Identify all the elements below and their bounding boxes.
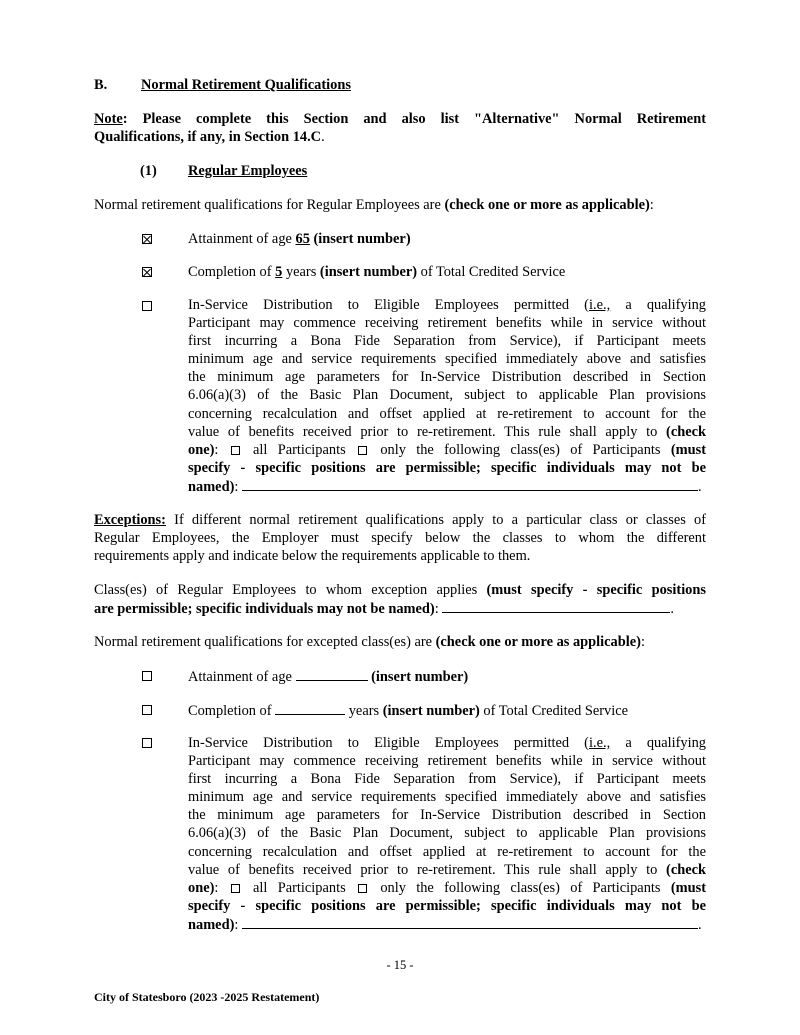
excepted-inservice-checkbox[interactable] (142, 738, 152, 748)
regular-inservice-option: In-Service Distribution to Eligible Employees permitted (i.e., a qualifying Participant may commence receiving retirement benefits while in service without first incurring a Bona Fide Separation from Service), if Participant meets minimum age and service requirements specified immediately above and satisfies the minimum age parameters for In-Service Distribution described in Section 6.06(a)(3) of the Basic Plan Document, subject to applicable Plan provisions concerning recalculation and offset applied at re-retirement to account for the value of benefits received prior to re-retirement. This rule shall apply to (check one): all Participants only the following class(es) of Participants (must specify - specific positions are permissible; specific individuals may not be named): . (188, 297, 706, 495)
regular-class-blank[interactable] (242, 477, 698, 491)
exceptions-line-2: Regular Employees, the Employer must specify below the classes to whom the different (94, 530, 706, 546)
excepted-age-blank[interactable] (296, 667, 368, 681)
regular-class-participants-checkbox[interactable] (358, 446, 367, 455)
section-title: Normal Retirement Qualifications (141, 77, 351, 93)
exceptions-label: Exceptions: (94, 512, 166, 528)
section-heading (94, 76, 351, 94)
regular-intro: Normal retirement qualifications for Regular Employees are (check one or more as applicable): (94, 197, 654, 213)
excepted-age-checkbox[interactable] (142, 671, 152, 681)
footer-plan-name: City of Statesboro (2023 -2025 Restatement) (94, 990, 320, 1004)
regular-age-option: Attainment of age 65 (insert number) (188, 231, 411, 247)
regular-age-value: 65 (295, 231, 310, 247)
regular-service-option: Completion of 5 years (insert number) of Total Credited Service (188, 264, 566, 280)
excepted-service-checkbox[interactable] (142, 705, 152, 715)
excepted-service-blank[interactable] (275, 701, 345, 715)
excepted-all-participants-checkbox[interactable] (231, 884, 240, 893)
excepted-inservice-option: In-Service Distribution to Eligible Employees permitted (i.e., a qualifying Participant may commence receiving retirement benefits while in service without first incurring a Bona Fide Separation from Service), if Participant meets minimum age and service requirements specified immediately above and satisfies the minimum age parameters for In-Service Distribution described in Section 6.06(a)(3) of the Basic Plan Document, subject to applicable Plan provisions concerning recalculation and offset applied at re-retirement to account for the value of benefits received prior to re-retirement. This rule shall apply to (check one): all Participants only the following class(es) of Participants (must specify - specific positions are permissible; specific individuals may not be named): . (188, 735, 706, 933)
regular-age-checkbox[interactable] (142, 234, 152, 244)
excepted-service-option: Completion of years (insert number) of Total Credited Service (188, 703, 629, 719)
regular-inservice-checkbox[interactable] (142, 301, 152, 311)
section-letter: B. (94, 77, 108, 93)
classes-blank[interactable] (442, 599, 670, 613)
excepted-age-option: Attainment of age (insert number) (188, 669, 469, 685)
exceptions-line-1: Exceptions: If different normal retirement qualifications apply to a particular class or classes of (94, 512, 706, 528)
note-line-2: Qualifications, if any, in Section 14.C. (94, 129, 325, 145)
subsection-heading (140, 162, 308, 180)
subsection-number: (1) (140, 163, 157, 179)
excepted-intro: Normal retirement qualifications for excepted class(es) are (check one or more as applicable): (94, 634, 645, 650)
subsection-title: Regular Employees (188, 163, 308, 179)
excepted-class-blank[interactable] (242, 915, 698, 929)
regular-service-checkbox[interactable] (142, 267, 152, 277)
excepted-class-participants-checkbox[interactable] (358, 884, 367, 893)
note-label: Note (94, 111, 123, 127)
regular-all-participants-checkbox[interactable] (231, 446, 240, 455)
regular-service-value: 5 (275, 264, 283, 280)
classes-line-1: Class(es) of Regular Employees to whom exception applies (must specify - specific positions (94, 582, 706, 598)
note-line-1: Note: Please complete this Section and also list "Alternative" Normal Retirement (94, 111, 706, 127)
page-number: - 15 - (386, 958, 414, 972)
exceptions-line-3: requirements apply and indicate below the requirements applicable to them. (94, 548, 531, 564)
classes-line-2: are permissible; specific individuals may not be named): . (94, 601, 674, 617)
